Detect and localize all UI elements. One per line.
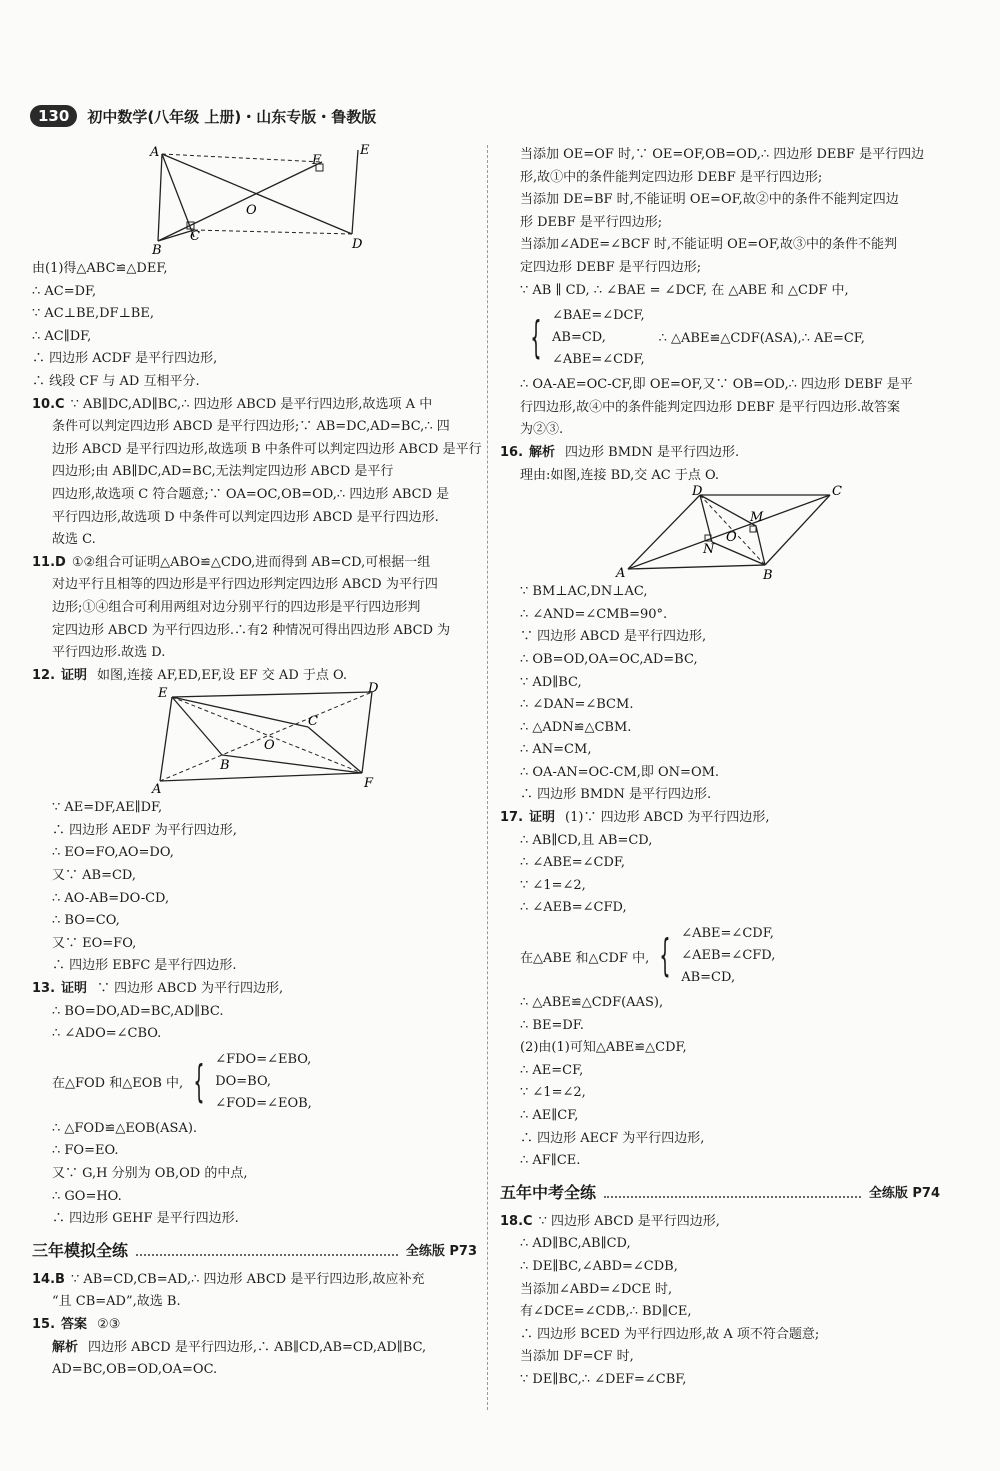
brace-icon: { [530, 312, 542, 364]
question-number: 17. [500, 810, 524, 826]
text-line: ∴ DE∥BC,∠ABD=∠CDB, [520, 1258, 678, 1274]
system-line: AB=CD, [552, 330, 606, 346]
point-label: D [368, 681, 379, 697]
text-line: ∴ AC∥DF, [32, 328, 92, 344]
text-line: ∵ AC⊥BE,DF⊥BE, [32, 306, 154, 322]
text-line: 在△ABE 和△CDF 中, [520, 950, 650, 966]
system-line: ∠FDO=∠EBO, [215, 1051, 312, 1067]
text-line: ①②组合可证明△ABO≌△CDO,进而得到 AB=CD,可根据一组 [71, 554, 431, 570]
dotted-leader [604, 1186, 861, 1198]
question-number: 13. [32, 981, 56, 997]
text-line: 边形 ABCD 是平行四边形,故选项 B 中条件可以判定四边形 ABCD 是平行 [52, 441, 482, 457]
system-line: ∠FOD=∠EOB, [215, 1095, 312, 1111]
text-line: ∴ 四边形 AECF 为平行四边形, [520, 1130, 705, 1146]
text-line: 当添加∠ABD=∠DCE 时, [520, 1281, 673, 1297]
text-line: ∴ AD∥BC,AB∥CD, [520, 1236, 631, 1252]
text-line: ∴ EO=FO,AO=DO, [52, 845, 174, 861]
page-header [30, 101, 376, 131]
point-label: F [364, 776, 374, 792]
text-line: ∴ AB∥CD,且 AB=CD, [520, 832, 653, 848]
q16-solution [500, 442, 940, 807]
text-line: ∵ AD∥BC, [520, 674, 582, 690]
text-line: ∵ DE∥BC,∴ ∠DEF=∠CBF, [520, 1371, 687, 1387]
text-line: ∴ △ADN≌△CBM. [520, 719, 632, 735]
section-title: 三年模拟全练 [32, 1241, 129, 1261]
system-line: ∠BAE=∠DCF, [552, 308, 645, 324]
dotted-leader [136, 1244, 398, 1256]
text-line: 又∵ EO=FO, [52, 935, 137, 951]
text-line: ∴ △ABE≌△CDF(ASA),∴ AE=CF, [658, 330, 865, 346]
text-line: AD=BC,OB=OD,OA=OC. [52, 1362, 218, 1378]
text-line: 当添加 DF=CF 时, [520, 1349, 634, 1365]
text-line: 条件可以判定四边形 ABCD 是平行四边形;∵ AB=DC,AD=BC,∴ 四 [52, 419, 450, 435]
text-line: 形 DEBF 是平行四边形; [520, 214, 663, 230]
point-label: D [692, 484, 703, 500]
text-line: ∵ ∠1=∠2, [520, 1085, 586, 1101]
text-line: 又∵ AB=CD, [52, 868, 137, 884]
q18-solution [500, 1211, 940, 1392]
text-line: 四边形 ABCD 是平行四边形,∴ AB∥CD,AB=CD,AD∥BC, [88, 1339, 427, 1355]
point-label: C [832, 484, 842, 500]
page-number: 130 [30, 105, 77, 127]
text-line: 为②③. [520, 422, 564, 438]
text-line: 行四边形,故④中的条件能判定四边形 DEBF 是平行四边形.故答案 [520, 399, 901, 415]
point-label: B [152, 243, 162, 258]
text-line: ∴ 四边形 AEDF 为平行四边形, [52, 822, 237, 838]
question-number: 12. [32, 667, 56, 683]
text-line: ∴ GO=HO. [52, 1188, 122, 1204]
text-line: 由(1)得△ABC≌△DEF, [32, 261, 168, 276]
text-line: ∵ AB ∥ CD, ∴ ∠BAE = ∠DCF, 在 △ABE 和 △CDF 中, [520, 282, 849, 298]
point-label: O [246, 203, 257, 218]
text-line: 平行四边形.故选 D. [52, 645, 166, 661]
text-line: 当添加 OE=OF 时,∵ OE=OF,OB=OD,∴ 四边形 DEBF 是平行四边 [520, 147, 925, 162]
text-line: 形,故①中的条件能判定四边形 DEBF 是平行四边形; [520, 169, 823, 185]
system-line: ∠AEB=∠CFD, [681, 948, 776, 964]
text-line: 在△FOD 和△EOB 中, [52, 1076, 184, 1092]
text-line: ∴ ∠DAN=∠BCM. [520, 697, 634, 713]
point-label: E [158, 686, 168, 702]
equation-system [500, 923, 940, 989]
point-label: F [312, 153, 322, 168]
figure-q16 [500, 484, 860, 584]
right-column [500, 144, 940, 1392]
text-line: ∴ 四边形 BCED 为平行四边形,故 A 项不符合题意; [520, 1326, 820, 1342]
brace-icon: { [659, 930, 671, 982]
text-line: (1)∵ 四边形 ABCD 为平行四边形, [565, 810, 770, 826]
column-divider [487, 145, 488, 1410]
text-line: ∴ OA-AN=OC-CM,即 ON=OM. [520, 764, 720, 780]
text-line: 定四边形 DEBF 是平行四边形; [520, 259, 702, 275]
text-line: ∴ OA-AE=OC-CF,即 OE=OF,又∵ OB=OD,∴ 四边形 DEBF 是平 [520, 377, 913, 393]
q17-solution [500, 807, 940, 1173]
text-line: 又∵ G,H 分别为 OB,OD 的中点, [52, 1166, 248, 1181]
question-number: 11.D [32, 554, 66, 570]
q15-continued [500, 144, 940, 442]
text-line: 如图,连接 AF,ED,EF,设 EF 交 AD 于点 O. [97, 667, 348, 683]
point-label: B [763, 568, 773, 584]
text-line: ∵ 四边形 ABCD 为平行四边形, [97, 981, 284, 997]
text-line: ∵ AB∥DC,AD∥BC,∴ 四边形 ABCD 是平行四边形,故选项 A 中 [70, 396, 433, 412]
text-line: 当添加 DE=BF 时,不能证明 OE=OF,故②中的条件不能判定四边 [520, 192, 899, 208]
text-line: ∵ 四边形 ABCD 是平行四边形, [538, 1213, 720, 1229]
point-label: O [264, 738, 275, 754]
text-line: 故选 C. [52, 532, 96, 548]
text-line: ∴ 四边形 ACDF 是平行四边形, [32, 351, 218, 367]
system-line: ∠ABE=∠CDF, [681, 926, 774, 942]
answer-text: ②③ [97, 1316, 121, 1332]
text-line: ∵ 四边形 ABCD 是平行四边形, [520, 629, 707, 645]
text-line: ∴ ∠AND=∠CMB=90°. [520, 606, 668, 622]
text-line: ∴ 四边形 BMDN 是平行四边形. [520, 787, 712, 803]
text-line: ∴ BO=DO,AD=BC,AD∥BC. [52, 1003, 224, 1019]
system-line: AB=CD, [681, 970, 736, 986]
point-label: A [616, 566, 626, 582]
solution-tag: 证明 [61, 981, 88, 997]
text-line: ∵ AE=DF,AE∥DF, [52, 800, 163, 816]
q15-solution [32, 1314, 477, 1382]
text-line: 定四边形 ABCD 为平行四边形.∴有2 种情况可得出四边形 ABCD 为 [52, 622, 451, 638]
q14-solution [32, 1269, 477, 1314]
point-label: N [703, 542, 715, 558]
question-number: 18.C [500, 1213, 533, 1229]
point-label: C [190, 229, 200, 244]
text-line: 四边形,故选项 C 符合题意;∵ OA=OC,OB=OD,∴ 四边形 ABCD 是 [52, 486, 450, 502]
solution-tag: 证明 [61, 667, 88, 683]
text-line: ∴ BO=CO, [52, 913, 120, 929]
equation-system [500, 305, 940, 371]
section-title: 五年中考全练 [500, 1183, 597, 1203]
text-line: ∴ 线段 CF 与 AD 互相平分. [32, 373, 200, 389]
text-line: 当添加∠ADE=∠BCF 时,不能证明 OE=OF,故③中的条件不能判 [520, 237, 897, 253]
q9-solution [32, 258, 477, 394]
text-line: 四边形 BMDN 是平行四边形. [565, 444, 740, 460]
section-ref: 全练版 P73 [405, 1244, 477, 1260]
text-line: ∴ ∠ABE=∠CDF, [520, 855, 626, 871]
book-title: 初中数学(八年级 上册)・山东专版・鲁教版 [87, 107, 377, 126]
point-label: C [308, 714, 318, 730]
system-line: DO=BO, [215, 1073, 271, 1089]
answer-tag: 答案 [61, 1316, 88, 1332]
figure-q9 [32, 143, 370, 258]
text-line: (2)由(1)可知△ABE≌△CDF, [520, 1040, 687, 1056]
text-line: ∴ ∠ADO=∠CBO. [52, 1026, 162, 1042]
question-number: 14.B [32, 1271, 65, 1287]
question-number: 16. [500, 444, 524, 460]
text-line: ∴ AE∥CF, [520, 1108, 579, 1123]
text-line: ∴ AC=DF, [32, 283, 97, 299]
text-line: 对边平行且相等的四边形是平行四边形判定四边形 ABCD 为平行四 [52, 577, 438, 593]
point-label: O [726, 530, 737, 546]
equation-system [32, 1049, 477, 1115]
q11-solution [32, 552, 477, 665]
point-label: A [152, 782, 162, 798]
text-line: ∴ AO-AB=DO-CD, [52, 890, 170, 906]
q13-solution [32, 978, 477, 1231]
text-line: ∴ AF∥CE. [520, 1153, 581, 1169]
left-column [32, 143, 482, 1382]
q12-solution [32, 665, 477, 978]
question-number: 15. [32, 1316, 56, 1332]
text-line: ∵ ∠1=∠2, [520, 877, 586, 893]
brace-icon: { [193, 1055, 205, 1107]
text-line: ∴ AE=CF, [520, 1062, 584, 1078]
text-line: ∴ FO=EO. [52, 1143, 119, 1159]
section-header [32, 1235, 477, 1265]
point-label: B [220, 758, 230, 774]
point-label: E [360, 143, 370, 158]
analysis-tag: 解析 [529, 444, 556, 460]
text-line: ∴ AN=CM, [520, 742, 592, 758]
text-line: ∴ BE=DF. [520, 1017, 584, 1033]
text-line: ∴ △ABE≌△CDF(AAS), [520, 995, 664, 1011]
point-label: M [750, 510, 764, 526]
system-line: ∠ABE=∠CDF, [552, 352, 645, 368]
solution-tag: 证明 [529, 810, 556, 826]
text-line: 理由:如图,连接 BD,交 AC 于点 O. [520, 467, 720, 483]
question-number: 10.C [32, 396, 65, 412]
text-line: ∴ OB=OD,OA=OC,AD=BC, [520, 651, 698, 667]
text-line: ∵ BM⊥AC,DN⊥AC, [520, 584, 648, 600]
text-line: ∴ 四边形 EBFC 是平行四边形. [52, 958, 237, 974]
text-line: 边形;①④组合可利用两组对边分别平行的四边形是平行四边形判 [52, 599, 421, 615]
text-line: 有∠DCE=∠CDB,∴ BD∥CE, [520, 1304, 692, 1320]
text-line: ∵ AB=CD,CB=AD,∴ 四边形 ABCD 是平行四边形,故应补充 [70, 1271, 425, 1287]
text-line: ∴ ∠AEB=∠CFD, [520, 900, 627, 916]
text-line: “且 CB=AD”,故选 B. [52, 1294, 181, 1310]
point-label: A [150, 145, 160, 160]
text-line: 平行四边形,故选项 D 中条件可以判定四边形 ABCD 是平行四边形. [52, 509, 439, 525]
figure-q12 [32, 681, 392, 798]
section-ref: 全练版 P74 [868, 1186, 940, 1202]
q10-solution [32, 394, 482, 552]
point-label: D [352, 237, 363, 252]
text-line: ∴ 四边形 GEHF 是平行四边形. [52, 1211, 239, 1227]
section-header [500, 1177, 940, 1207]
text-line: ∴ △FOD≌△EOB(ASA). [52, 1120, 198, 1136]
analysis-tag: 解析 [52, 1339, 79, 1355]
text-line: 四边形;由 AB∥DC,AD=BC,无法判定四边形 ABCD 是平行 [52, 464, 394, 480]
